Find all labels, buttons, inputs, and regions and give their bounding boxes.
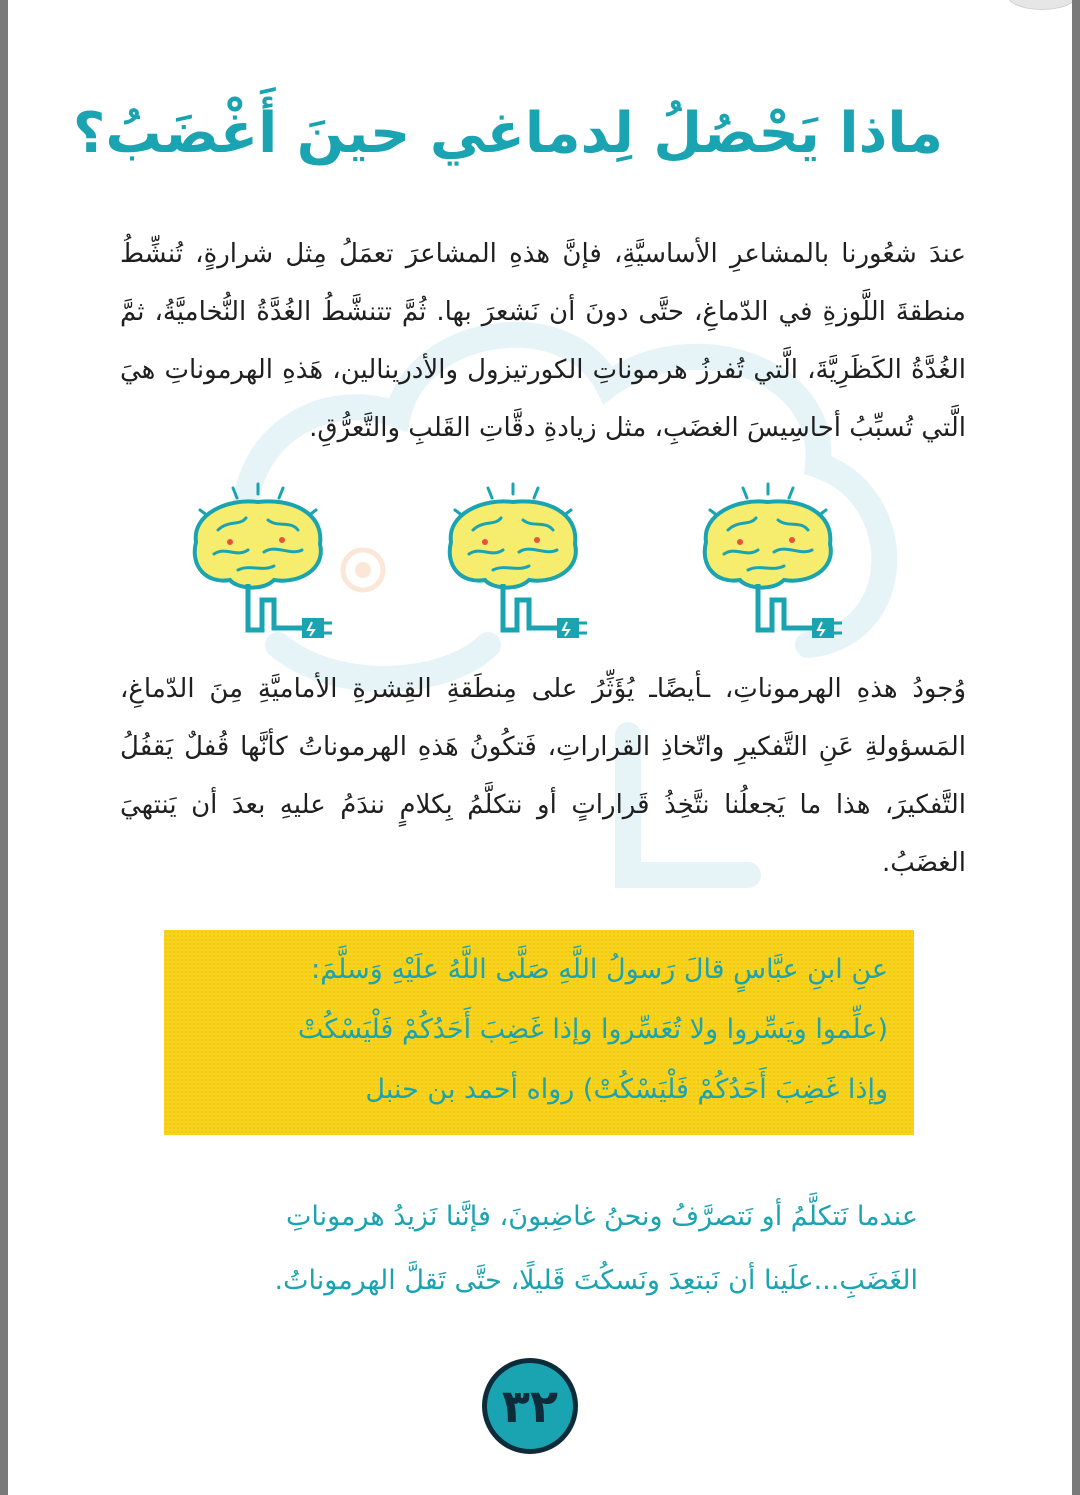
paragraph-hormones: عندَ شعُورنا بالمشاعرِ الأساسيَّةِ، فإنَّ هذهِ المشاعرَ تعمَلُ مِثل شرارةٍ، تُنشِّطُ منطقةَ اللَّوزةِ في الدّماغِ، حتَّى دونَ أن نَشعرَ بها. ثُمَّ تتنشَّطُ الغُدَّةُ النُّخاميَّةُ، ثمَّ الغُدَّةُ الكَظَرِيَّةَ، الَّتي تُفرزُ هرموناتِ الكورتيزول والأدرينالين، هَذهِ الهرموناتِ هيَ الَّتي تُسبِّبُ أحاسِيسَ الغضَبِ، مثل زيادةِ دقَّاتِ القَلبِ والتَّعرُّقِ. xyxy=(120,239,966,443)
brain-plug-icon xyxy=(178,480,338,640)
page-title: ماذا يَحْصُلُ لِدماغي حينَ أَغْضَبُ؟ xyxy=(72,101,944,166)
hadith-text xyxy=(164,930,914,1120)
brain-plug-icon xyxy=(688,480,848,640)
hadith-line: (علِّموا ويَسِّروا ولا تُعَسِّروا وإذا غَضِبَ أَحَدُكُمْ فَلْيَسْكُتْ xyxy=(297,1014,888,1045)
corner-handle[interactable] xyxy=(1006,0,1072,10)
brain-illustrations xyxy=(178,480,858,640)
page-number-badge: ٣٢ xyxy=(482,1358,578,1454)
hadith-line: عنِ ابنِ عبَّاسٍ قالَ رَسولُ اللَّهِ صَلَّى اللَّهُ علَيْهِ وَسلَّمَ: xyxy=(311,954,888,985)
paragraph-frontal-cortex: وُجودُ هذهِ الهرموناتِ، ـأيضًاـ يُؤَثِّرُ على مِنطَقةِ القِشرةِ الأماميَّةِ مِنَ الدّماغِ، المَسؤولةِ عَنِ التَّفكيرِ واتّخاذِ القراراتِ، فَتكُونُ هَذهِ الهرموناتُ كأنَّها قُفلٌ يَقفُلُ التَّفكيرَ، هذا ما يَجعلُنا نتَّخِذُ قَراراتٍ أو نتكلَّمُ بِكلامٍ نندَمُ عليهِ بعدَ أن يَنتهيَ الغضَبُ. xyxy=(120,674,966,878)
advice-text: عندما نَتكلَّمُ أو نَتصرَّفُ ونحنُ غاضِبونَ، فإنَّنا نَزيدُ هرموناتِ الغَضَبِ...علَينا أن نَبتعِدَ ونَسكُتَ قَليلًا، حتَّى تَقلَّ الهرموناتُ. xyxy=(274,1201,918,1296)
page xyxy=(8,0,1072,1495)
brain-plug-icon xyxy=(433,480,593,640)
hadith-line: وإذا غَضِبَ أَحَدُكُمْ فَلْيَسْكُتْ) رواه أحمد بن حنبل xyxy=(365,1074,888,1105)
hadith-box xyxy=(164,930,914,1135)
